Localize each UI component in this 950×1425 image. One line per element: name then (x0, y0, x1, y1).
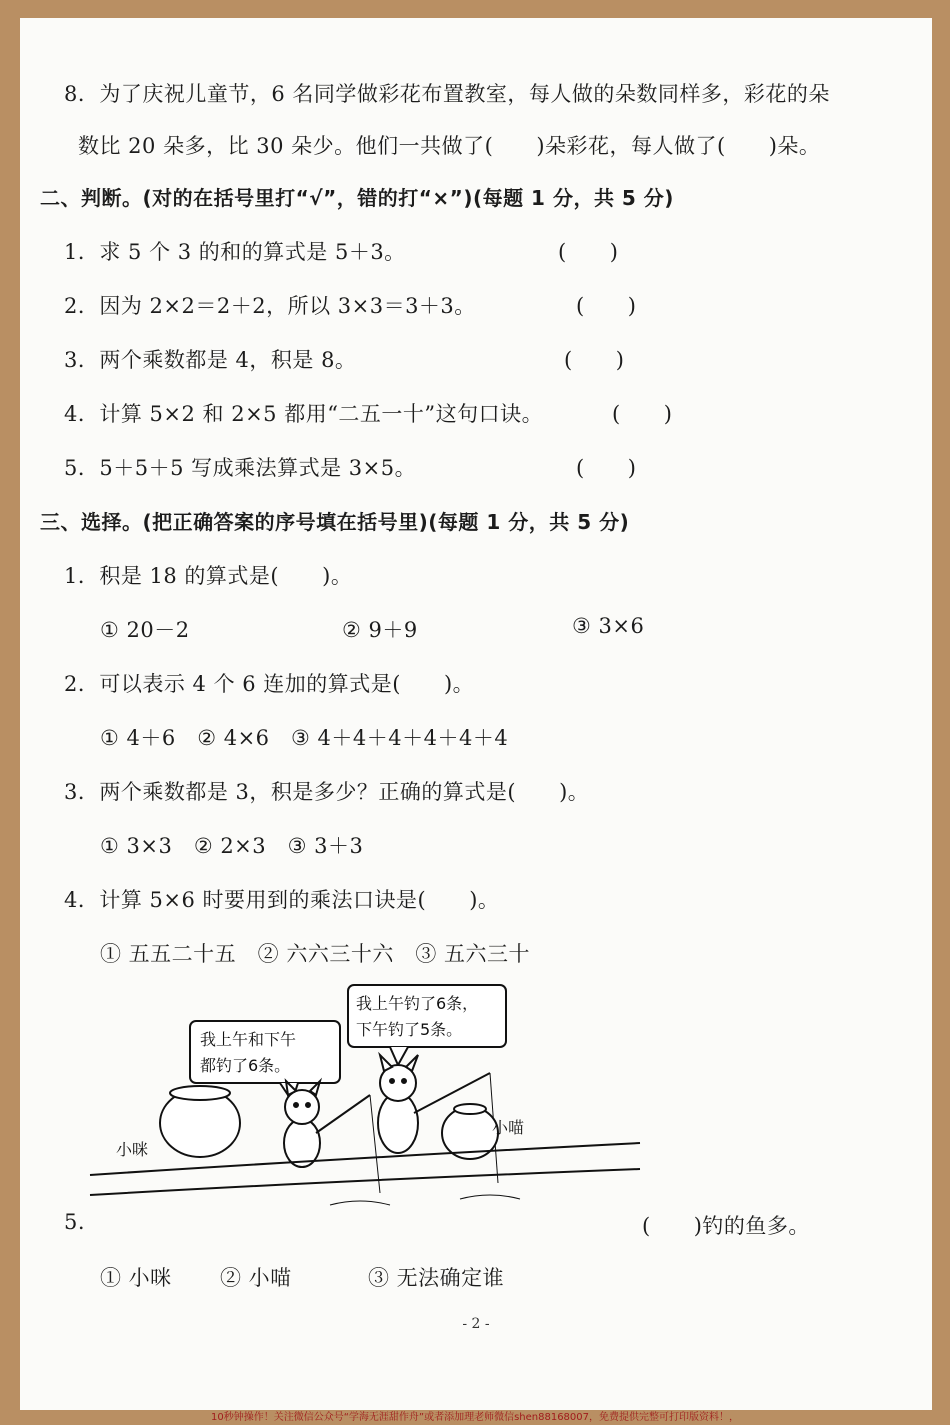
right-bubble-line2: 下午钓了5条。 (356, 1020, 463, 1039)
choice-q1-opt2: ② 9＋9 (342, 618, 418, 642)
right-pot-rim (454, 1104, 486, 1114)
choice-q3: 3．两个乘数都是 3，积是多少？正确的算式是( )。 (64, 780, 590, 804)
left-bubble-line1: 我上午和下午 (200, 1030, 297, 1049)
section2-heading: 二、判断。(对的在括号里打“√”，错的打“×”)(每题 1 分，共 5 分) (40, 186, 674, 210)
judge-item-2: 2．因为 2×2＝2＋2，所以 3×3＝3＋3。 (64, 294, 476, 318)
judge-item-3: 3．两个乘数都是 4，积是 8。 (64, 348, 357, 372)
judge-item-5: 5．5＋5＋5 写成乘法算式是 3×5。 (64, 456, 417, 480)
worksheet-page (20, 18, 932, 1410)
choice-q5-blank: ( )钓的鱼多。 (642, 1214, 810, 1238)
judge-blank-2: ( ) (576, 294, 637, 318)
judge-item-1: 1．求 5 个 3 的和的算式是 5＋3。 (64, 240, 406, 264)
choice-q5-number: 5. (64, 1210, 86, 1234)
choice-q1-opt3: ③ 3×6 (572, 614, 645, 638)
q8-line1: 8．为了庆祝儿童节，6 名同学做彩花布置教室，每人做的朵数同样多，彩花的朵 (64, 82, 830, 106)
right-cat (378, 1055, 418, 1153)
river-edge-line (90, 1169, 640, 1195)
right-bubble-line1: 我上午钓了6条， (356, 994, 479, 1013)
right-bubble-tail (390, 1047, 408, 1065)
choice-q2-options: ① 4＋6 ② 4×6 ③ 4＋4＋4＋4＋4＋4 (100, 726, 509, 750)
left-fishing-rod (316, 1095, 370, 1133)
choice-q5-opt1: ① 小咪 (100, 1266, 172, 1290)
choice-q1-opt1: ① 20－2 (100, 618, 190, 642)
judge-blank-1: ( ) (558, 240, 619, 264)
judge-blank-5: ( ) (576, 456, 637, 480)
judge-blank-4: ( ) (612, 402, 673, 426)
left-bubble-line2: 都钓了6条。 (200, 1056, 291, 1075)
judge-blank-3: ( ) (564, 348, 625, 372)
water-ripples (330, 1195, 520, 1205)
page-number: - 2 - (462, 1316, 490, 1332)
choice-q4-options: ① 五五二十五 ② 六六三十六 ③ 五六三十 (100, 942, 531, 966)
q8-line2: 数比 20 朵多，比 30 朵少。他们一共做了( )朵彩花，每人做了( )朵。 (78, 134, 821, 158)
name-label-xiaomiao: 小喵 (492, 1118, 525, 1137)
footer-notice: 10秒钟操作！关注微信公众号“学海无涯甜作舟”或者添加理老师微信shen88168007，免费提供完整可打印版资料！， (210, 1412, 740, 1423)
left-fishing-line (370, 1095, 380, 1193)
choice-q4: 4．计算 5×6 时要用到的乘法口诀是( )。 (64, 888, 500, 912)
left-cat (284, 1081, 320, 1167)
choice-q5-opt2: ② 小喵 (220, 1266, 292, 1290)
section3-heading: 三、选择。(把正确答案的序号填在括号里)(每题 1 分，共 5 分) (40, 510, 630, 534)
fishing-cats-illustration (80, 983, 650, 1213)
choice-q2: 2．可以表示 4 个 6 连加的算式是( )。 (64, 672, 475, 696)
choice-q5-opt3: ③ 无法确定谁 (368, 1266, 505, 1290)
name-label-xiaomi: 小咪 (116, 1140, 149, 1159)
choice-q1: 1．积是 18 的算式是( )。 (64, 564, 353, 588)
judge-item-4: 4．计算 5×2 和 2×5 都用“二五一十”这句口诀。 (64, 402, 544, 426)
left-bowl-rim (170, 1086, 230, 1100)
choice-q3-options: ① 3×3 ② 2×3 ③ 3＋3 (100, 834, 364, 858)
